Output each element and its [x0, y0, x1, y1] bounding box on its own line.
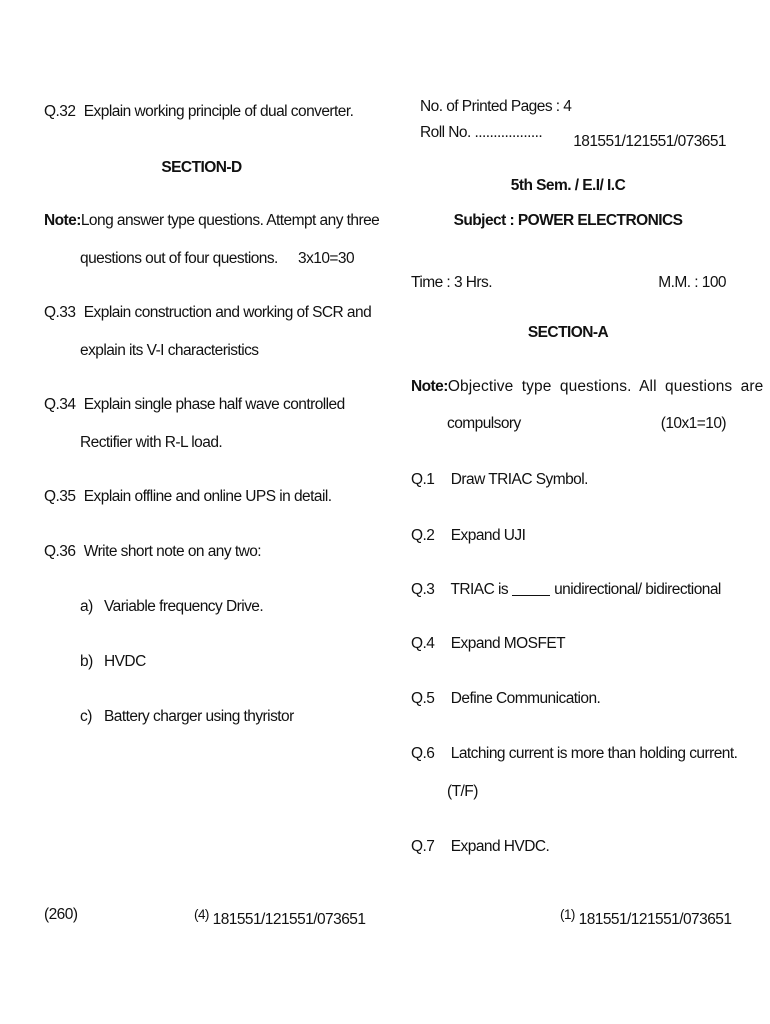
- question-text: Explain working principle of dual converter.: [83, 103, 354, 120]
- question-text: Define Communication.: [450, 690, 601, 707]
- section-a-heading: SECTION-A: [527, 324, 609, 341]
- question-text: Expand HVDC.: [450, 838, 550, 855]
- footer-left-number: (260): [44, 906, 78, 923]
- question-number: Q.4: [411, 635, 435, 652]
- question-7: [411, 837, 549, 857]
- question-6-line2: (T/F): [447, 783, 478, 800]
- time: Time : 3 Hrs.: [411, 274, 492, 291]
- question-text: Latching current is more than holding current.: [450, 745, 738, 762]
- question-33: [44, 303, 371, 323]
- section-a-marks: (10x1=10): [660, 415, 726, 432]
- section-d-note-line2: questions out of four questions.: [80, 250, 278, 267]
- printed-pages: No. of Printed Pages : 4: [420, 98, 572, 115]
- question-number: Q.2: [411, 527, 435, 544]
- section-d-marks: 3x10=30: [298, 250, 355, 267]
- note-text: Long answer type questions. Attempt any three: [80, 212, 380, 229]
- question-35: [44, 487, 332, 507]
- question-3: [411, 580, 721, 600]
- question-1: [411, 470, 588, 490]
- semester: 5th Sem. / E.I/ I.C: [510, 177, 626, 194]
- sub-item-c: [80, 707, 294, 727]
- question-2: [411, 526, 525, 546]
- question-number: Q.35: [44, 488, 76, 505]
- question-text: Explain offline and online UPS in detail.: [83, 488, 332, 505]
- question-text: Draw TRIAC Symbol.: [450, 471, 588, 488]
- question-number: Q.1: [411, 471, 435, 488]
- question-number: Q.36: [44, 543, 76, 560]
- note-label: Note:: [44, 212, 81, 229]
- question-number: Q.34: [44, 396, 76, 413]
- page-number: (1): [560, 907, 575, 922]
- question-number: Q.7: [411, 838, 435, 855]
- page-number: (4): [194, 907, 209, 922]
- question-33-line2: explain its V-I characteristics: [80, 342, 259, 359]
- note-label: Note:: [411, 378, 448, 395]
- question-text-pre: TRIAC is: [450, 581, 509, 598]
- question-number: Q.32: [44, 103, 76, 120]
- fill-in-blank: [512, 581, 550, 596]
- paper-code-top: 181551/121551/073651: [573, 133, 726, 150]
- footer-right-page: [560, 905, 732, 928]
- footer-left-page: [194, 905, 366, 928]
- question-number: Q.33: [44, 304, 76, 321]
- subject: Subject : POWER ELECTRONICS: [453, 212, 683, 229]
- max-marks: M.M. : 100: [658, 274, 726, 291]
- sub-item-label: b): [80, 653, 93, 670]
- note-text: Objective type questions. All questions are: [447, 378, 764, 395]
- sub-item-text: Battery charger using thyristor: [104, 708, 294, 725]
- question-5: [411, 689, 600, 709]
- question-text: Expand UJI: [450, 527, 526, 544]
- section-a-note-line1: [411, 377, 764, 397]
- sub-item-label: c): [80, 708, 92, 725]
- sub-item-a: [80, 597, 263, 617]
- question-number: Q.3: [411, 581, 435, 598]
- question-6: [411, 744, 737, 764]
- section-a-note-line2: compulsory: [447, 415, 521, 432]
- question-number: Q.5: [411, 690, 435, 707]
- sub-item-text: Variable frequency Drive.: [104, 598, 264, 615]
- paper-code: 181551/121551/073651: [578, 911, 732, 928]
- question-4: [411, 634, 565, 654]
- section-d-note-line1: [44, 211, 379, 231]
- question-34: [44, 395, 345, 415]
- sub-item-text: HVDC: [104, 653, 146, 670]
- paper-code: 181551/121551/073651: [212, 911, 366, 928]
- question-text: Explain single phase half wave controlled: [83, 396, 345, 413]
- sub-item-b: [80, 652, 146, 672]
- question-32: [44, 102, 353, 122]
- sub-item-label: a): [80, 598, 93, 615]
- question-36: [44, 542, 261, 562]
- question-text: Explain construction and working of SCR and: [83, 304, 372, 321]
- question-text: Expand MOSFET: [450, 635, 566, 652]
- roll-number: Roll No. ..................: [420, 124, 543, 141]
- question-text-post: unidirectional/ bidirectional: [554, 581, 721, 598]
- question-34-line2: Rectifier with R-L load.: [80, 434, 223, 451]
- question-number: Q.6: [411, 745, 435, 762]
- question-text: Write short note on any two:: [83, 543, 262, 560]
- section-d-heading: SECTION-D: [161, 159, 242, 176]
